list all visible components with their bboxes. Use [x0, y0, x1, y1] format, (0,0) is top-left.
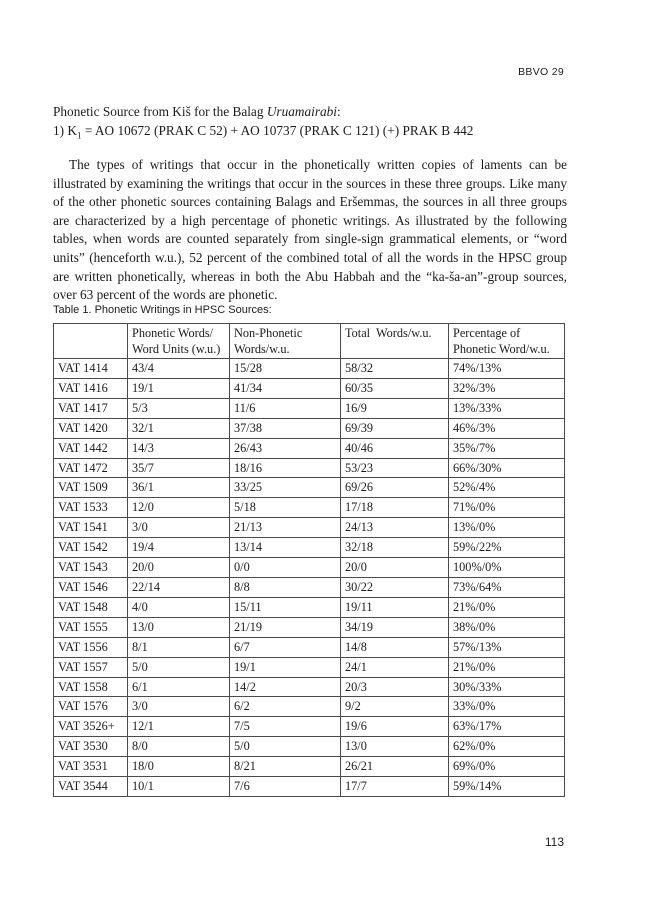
non-phonetic-cell: 15/11	[230, 597, 341, 617]
percentage-cell: 100%/0%	[449, 558, 565, 578]
phonetic-words-cell: 5/0	[128, 657, 230, 677]
non-phonetic-cell: 33/25	[230, 478, 341, 498]
total-words-cell: 69/26	[341, 478, 449, 498]
phonetic-words-cell: 32/1	[128, 418, 230, 438]
phonetic-words-cell: 19/1	[128, 378, 230, 398]
table-row	[54, 777, 565, 797]
total-words-cell: 69/39	[341, 418, 449, 438]
source-id-cell: VAT 1546	[54, 577, 128, 597]
source-id-cell: VAT 1420	[54, 418, 128, 438]
body-paragraph: The types of writings that occur in the phonetically written copies of laments can be illustrated by examining the writings that occur in the sources in these three groups. Like many of the other phonetic sources containing Balags and Eršemmas, the sources in all three groups are characterized by a high percentage of phonetic writings. As illustrated by the following tables, when words are counted separately from single-sign grammatical elements, or “word units” (henceforth w.u.), 52 percent of the combined total of all the words in the HPSC group are written phonetically, whereas in both the Abu Habbah and the “ka-ša-an”-group sources, over 63 percent of the words are phonetic.	[53, 157, 567, 303]
table-row	[54, 717, 565, 737]
phonetic-words-cell: 5/3	[128, 398, 230, 418]
percentage-cell: 13%/33%	[449, 398, 565, 418]
source-id-cell: VAT 1442	[54, 438, 128, 458]
total-words-cell: 20/3	[341, 677, 449, 697]
table-row	[54, 438, 565, 458]
phonetic-words-cell: 3/0	[128, 697, 230, 717]
table-row	[54, 657, 565, 677]
phonetic-words-cell: 14/3	[128, 438, 230, 458]
non-phonetic-cell: 41/34	[230, 378, 341, 398]
non-phonetic-cell: 14/2	[230, 677, 341, 697]
running-head: BBVO 29	[518, 66, 564, 78]
percentage-cell: 69%/0%	[449, 757, 565, 777]
total-words-cell: 13/0	[341, 737, 449, 757]
page-number: 113	[544, 835, 564, 849]
percentage-cell: 52%/4%	[449, 478, 565, 498]
source-heading-colon: :	[337, 104, 341, 119]
total-words-cell: 53/23	[341, 458, 449, 478]
total-words-cell: 32/18	[341, 538, 449, 558]
table-body	[54, 359, 565, 797]
table-row	[54, 637, 565, 657]
header-line: Percentage of	[453, 326, 521, 340]
table-row	[54, 597, 565, 617]
source-id-cell: VAT 1472	[54, 458, 128, 478]
phonetic-words-cell: 4/0	[128, 597, 230, 617]
percentage-cell: 59%/14%	[449, 777, 565, 797]
table-row	[54, 697, 565, 717]
non-phonetic-cell: 5/18	[230, 498, 341, 518]
percentage-cell: 30%/33%	[449, 677, 565, 697]
percentage-cell: 74%/13%	[449, 359, 565, 379]
table-row	[54, 737, 565, 757]
total-words-cell: 24/13	[341, 518, 449, 538]
percentage-cell: 57%/13%	[449, 637, 565, 657]
source-id-cell: VAT 1556	[54, 637, 128, 657]
table-row	[54, 577, 565, 597]
table-row	[54, 478, 565, 498]
source-id-cell: VAT 1558	[54, 677, 128, 697]
total-words-cell: 20/0	[341, 558, 449, 578]
non-phonetic-cell: 21/19	[230, 617, 341, 637]
non-phonetic-cell: 0/0	[230, 558, 341, 578]
total-words-cell: 58/32	[341, 359, 449, 379]
total-words-cell: 9/2	[341, 697, 449, 717]
percentage-cell: 21%/0%	[449, 657, 565, 677]
source-line	[53, 122, 573, 141]
total-words-cell: 34/19	[341, 617, 449, 637]
total-words-cell: 24/1	[341, 657, 449, 677]
total-words-cell: 17/7	[341, 777, 449, 797]
non-phonetic-cell: 6/7	[230, 637, 341, 657]
phonetic-words-cell: 22/14	[128, 577, 230, 597]
non-phonetic-cell: 7/6	[230, 777, 341, 797]
source-id-cell: VAT 1509	[54, 478, 128, 498]
total-words-cell: 19/11	[341, 597, 449, 617]
total-words-cell: 16/9	[341, 398, 449, 418]
phonetic-words-cell: 18/0	[128, 757, 230, 777]
source-id-cell: VAT 1542	[54, 538, 128, 558]
header-percentage	[449, 324, 565, 359]
phonetic-words-cell: 20/0	[128, 558, 230, 578]
phonetic-words-cell: 3/0	[128, 518, 230, 538]
percentage-cell: 71%/0%	[449, 498, 565, 518]
table-caption: Table 1. Phonetic Writings in HPSC Sources:	[53, 304, 272, 316]
non-phonetic-cell: 19/1	[230, 657, 341, 677]
non-phonetic-cell: 13/14	[230, 538, 341, 558]
source-heading-text: Phonetic Source from Kiš for the Balag	[53, 104, 267, 119]
table-row	[54, 518, 565, 538]
phonetic-words-cell: 10/1	[128, 777, 230, 797]
header-line: Non-Phonetic	[234, 326, 303, 340]
total-words-cell: 40/46	[341, 438, 449, 458]
non-phonetic-cell: 26/43	[230, 438, 341, 458]
table-row	[54, 378, 565, 398]
total-words-cell: 30/22	[341, 577, 449, 597]
table-row	[54, 359, 565, 379]
percentage-cell: 33%/0%	[449, 697, 565, 717]
header-line: Phonetic Word/w.u.	[453, 342, 550, 356]
percentage-cell: 38%/0%	[449, 617, 565, 637]
table-header-row	[54, 324, 565, 359]
table-row	[54, 677, 565, 697]
non-phonetic-cell: 11/6	[230, 398, 341, 418]
source-id-cell: VAT 1533	[54, 498, 128, 518]
balag-title: Uruamairabi	[266, 104, 337, 119]
table-row	[54, 757, 565, 777]
percentage-cell: 13%/0%	[449, 518, 565, 538]
non-phonetic-cell: 18/16	[230, 458, 341, 478]
total-words-cell: 26/21	[341, 757, 449, 777]
source-line-subscript: 1	[77, 130, 82, 141]
phonetic-words-cell: 12/0	[128, 498, 230, 518]
header-non-phonetic	[230, 324, 341, 359]
table-row	[54, 617, 565, 637]
table-row	[54, 558, 565, 578]
source-id-cell: VAT 1541	[54, 518, 128, 538]
phonetic-words-cell: 36/1	[128, 478, 230, 498]
non-phonetic-cell: 8/8	[230, 577, 341, 597]
percentage-cell: 73%/64%	[449, 577, 565, 597]
non-phonetic-cell: 15/28	[230, 359, 341, 379]
source-id-cell: VAT 1543	[54, 558, 128, 578]
header-line: Phonetic Words/	[132, 326, 214, 340]
percentage-cell: 46%/3%	[449, 418, 565, 438]
phonetic-words-cell: 8/1	[128, 637, 230, 657]
phonetic-words-cell: 19/4	[128, 538, 230, 558]
total-words-cell: 60/35	[341, 378, 449, 398]
non-phonetic-cell: 5/0	[230, 737, 341, 757]
source-id-cell: VAT 1414	[54, 359, 128, 379]
phonetic-words-cell: 6/1	[128, 677, 230, 697]
total-words-cell: 19/6	[341, 717, 449, 737]
table-row	[54, 538, 565, 558]
source-id-cell: VAT 1555	[54, 617, 128, 637]
non-phonetic-cell: 37/38	[230, 418, 341, 438]
source-id-cell: VAT 1416	[54, 378, 128, 398]
source-id-cell: VAT 3544	[54, 777, 128, 797]
phonetic-words-cell: 13/0	[128, 617, 230, 637]
percentage-cell: 59%/22%	[449, 538, 565, 558]
header-line: Total Words/w.u.	[345, 326, 432, 340]
percentage-cell: 62%/0%	[449, 737, 565, 757]
non-phonetic-cell: 21/13	[230, 518, 341, 538]
phonetic-writings-table	[53, 323, 565, 797]
table-row	[54, 498, 565, 518]
non-phonetic-cell: 7/5	[230, 717, 341, 737]
total-words-cell: 14/8	[341, 637, 449, 657]
header-phonetic-words	[128, 324, 230, 359]
source-heading	[53, 103, 573, 122]
percentage-cell: 63%/17%	[449, 717, 565, 737]
percentage-cell: 66%/30%	[449, 458, 565, 478]
source-id-cell: VAT 1417	[54, 398, 128, 418]
phonetic-words-cell: 8/0	[128, 737, 230, 757]
source-id-cell: VAT 1557	[54, 657, 128, 677]
header-total-words	[341, 324, 449, 359]
percentage-cell: 32%/3%	[449, 378, 565, 398]
percentage-cell: 21%/0%	[449, 597, 565, 617]
table-row	[54, 418, 565, 438]
header-line: Word Units (w.u.)	[132, 342, 221, 356]
source-line-text: = AO 10672 (PRAK C 52) + AO 10737 (PRAK C 121) (+) PRAK B 442	[81, 122, 474, 138]
source-id-cell: VAT 1548	[54, 597, 128, 617]
source-id-cell: VAT 3531	[54, 757, 128, 777]
phonetic-words-cell: 12/1	[128, 717, 230, 737]
table-row	[54, 458, 565, 478]
source-citation	[53, 103, 573, 140]
phonetic-words-cell: 43/4	[128, 359, 230, 379]
source-id-cell: VAT 3530	[54, 737, 128, 757]
percentage-cell: 35%/7%	[449, 438, 565, 458]
non-phonetic-cell: 8/21	[230, 757, 341, 777]
header-line: Words/w.u.	[234, 342, 290, 356]
source-id-cell: VAT 1576	[54, 697, 128, 717]
source-line-prefix: 1) K	[53, 122, 78, 138]
total-words-cell: 17/18	[341, 498, 449, 518]
source-id-cell: VAT 3526+	[54, 717, 128, 737]
non-phonetic-cell: 6/2	[230, 697, 341, 717]
header-source	[54, 324, 128, 359]
table-row	[54, 398, 565, 418]
phonetic-words-cell: 35/7	[128, 458, 230, 478]
